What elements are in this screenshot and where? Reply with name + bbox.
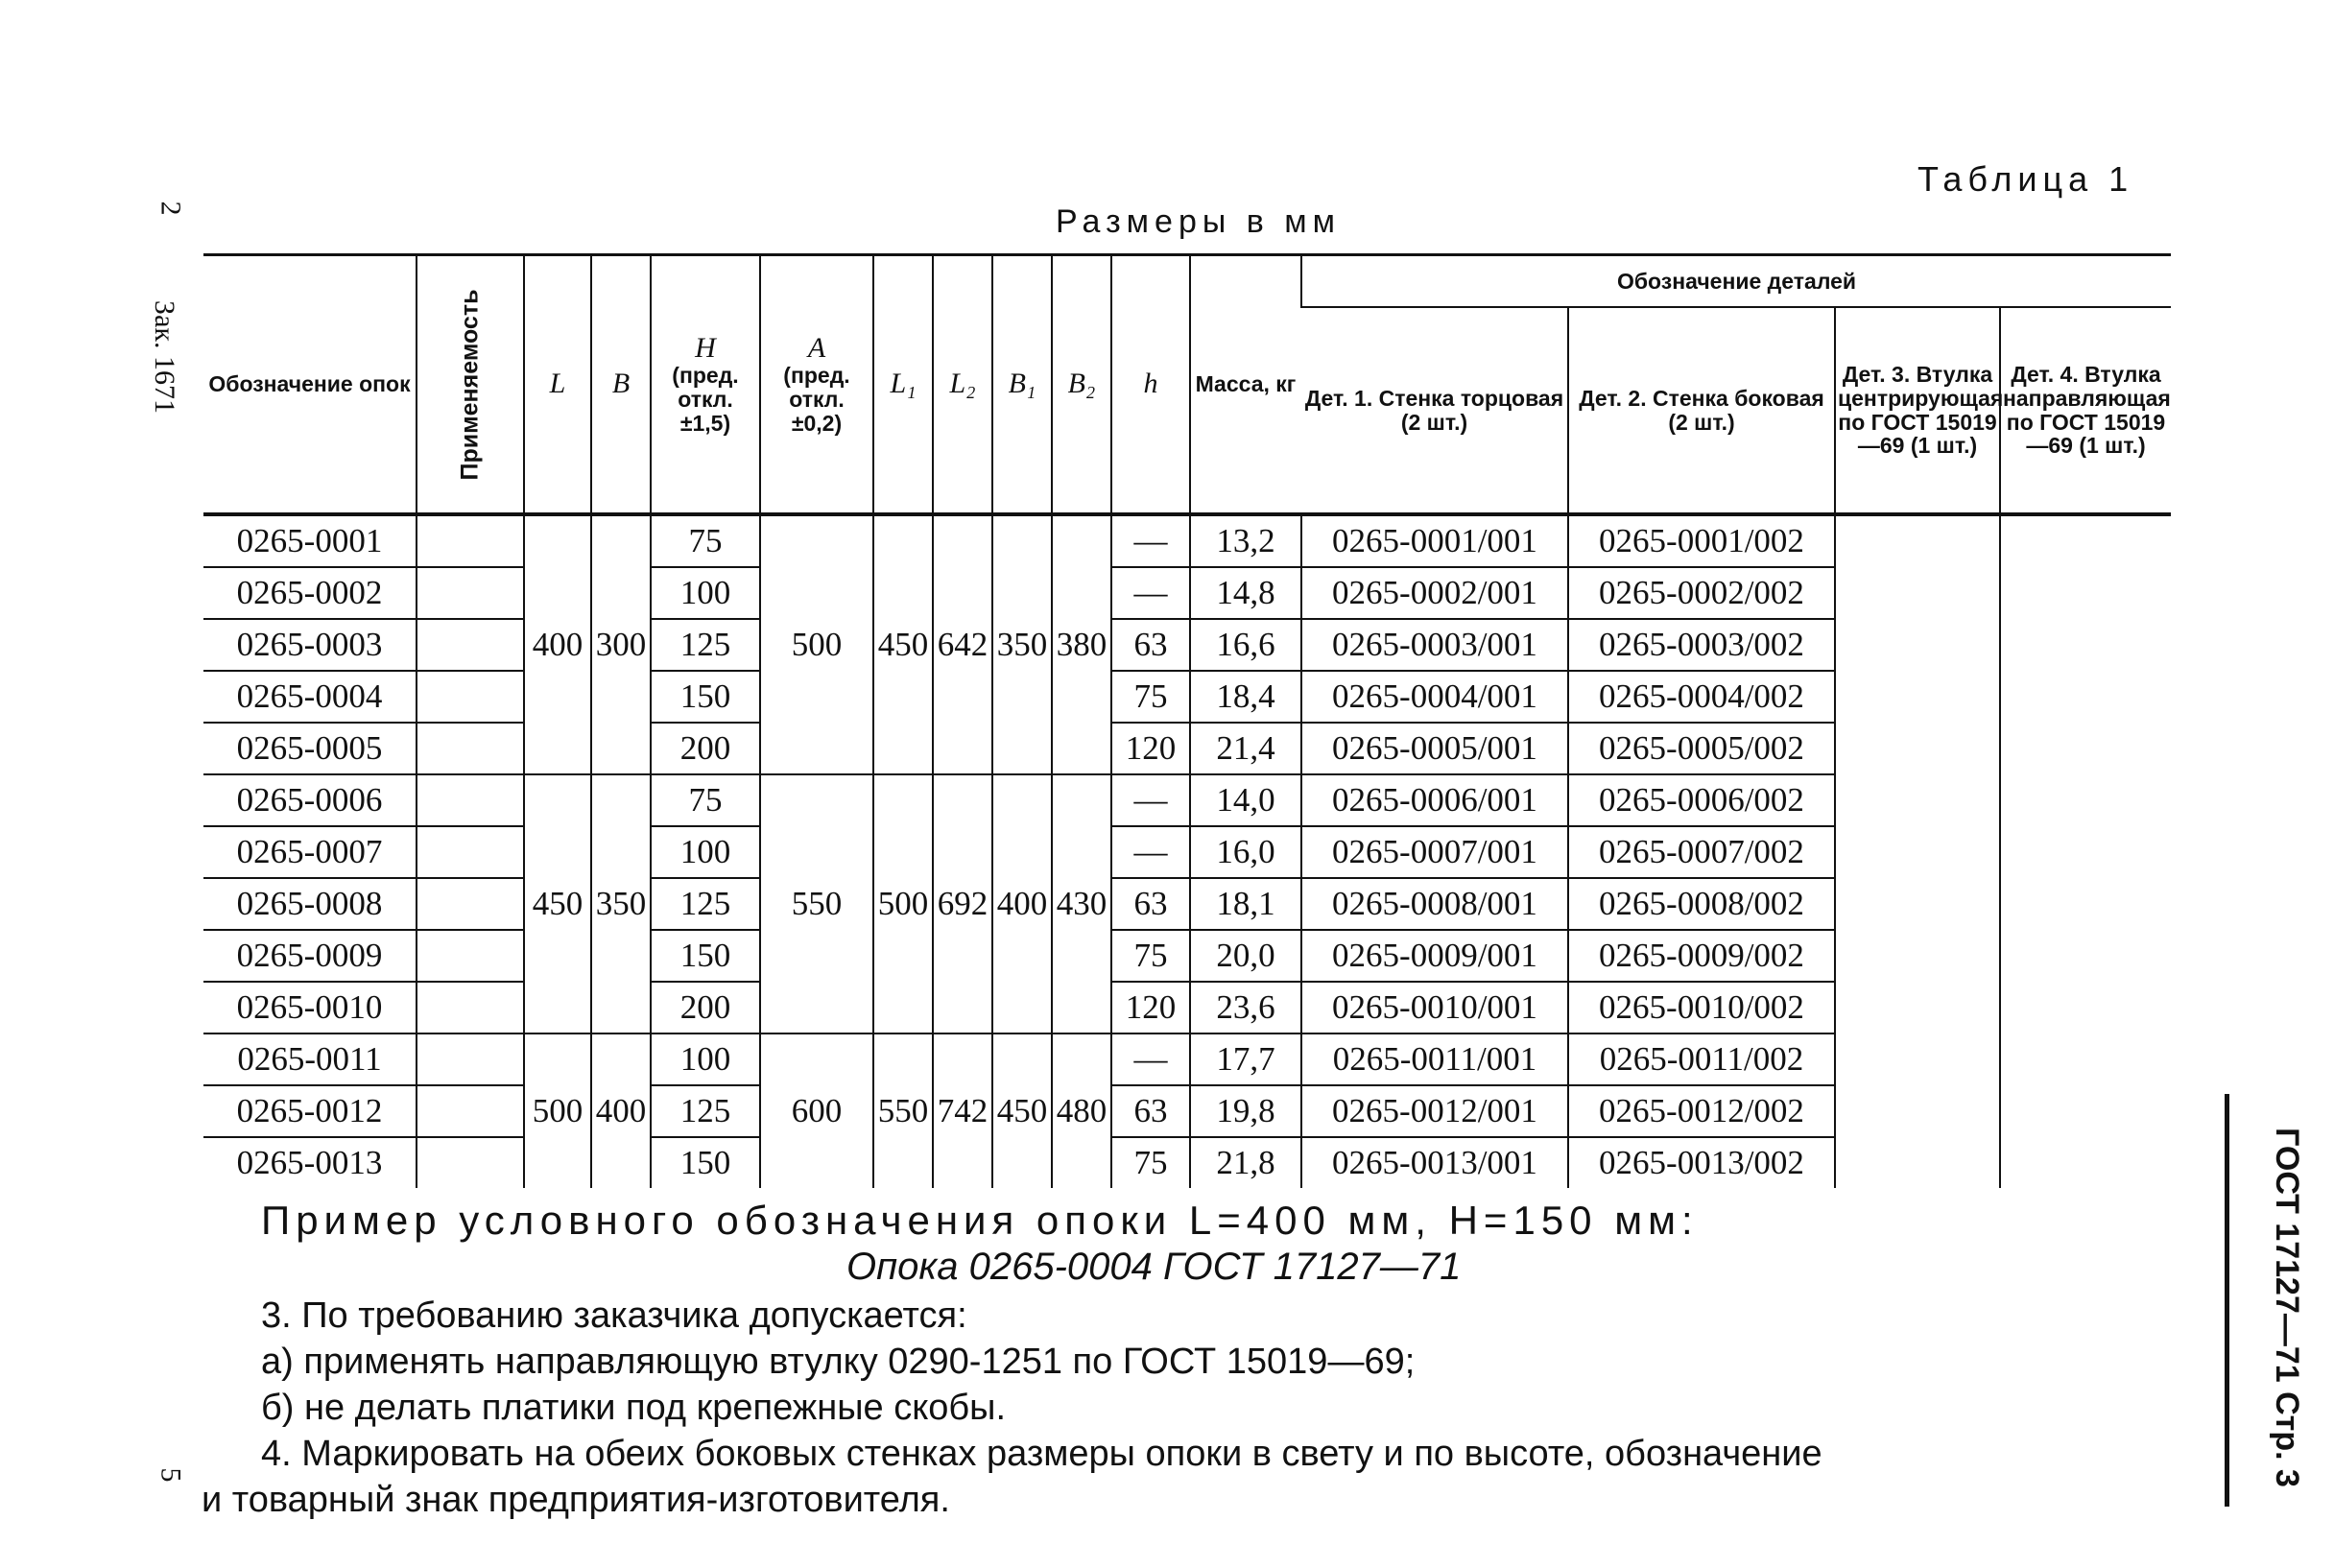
det2-cell: 0265-0001/002	[1568, 514, 1835, 567]
L-cell: 450	[524, 774, 591, 1033]
item-a: а) применять направляющую втулку 0290-1251 по ГОСТ 15019—69;	[261, 1342, 1416, 1382]
mass-cell: 23,6	[1190, 982, 1301, 1033]
designation-cell: 0265-0001	[203, 514, 417, 567]
designation-cell: 0265-0012	[203, 1085, 417, 1137]
B2-cell: 430	[1052, 774, 1111, 1033]
designation-cell: 0265-0010	[203, 982, 417, 1033]
col-det2-header: Дет. 2. Стенка боковая (2 шт.)	[1568, 307, 1835, 514]
det2-cell: 0265-0006/002	[1568, 774, 1835, 826]
example-line: Пример условного обозначения опоки L=400 мм, H=150 мм:	[261, 1198, 1699, 1243]
det1-cell: 0265-0008/001	[1301, 878, 1568, 930]
applicability-cell	[417, 671, 524, 723]
L1-cell: 450	[873, 514, 933, 774]
det1-cell: 0265-0003/001	[1301, 619, 1568, 671]
det1-cell: 0265-0004/001	[1301, 671, 1568, 723]
det1-cell: 0265-0013/001	[1301, 1137, 1568, 1188]
col-applicability-header	[417, 255, 524, 515]
det1-cell: 0265-0010/001	[1301, 982, 1568, 1033]
col-det4-header: Дет. 4. Втулка направляющая по ГОСТ 15019—69 (1 шт.)	[2000, 307, 2171, 514]
col-B2-header: B₂	[1052, 255, 1111, 515]
L2-cell: 692	[933, 774, 992, 1033]
L2-cell: 642	[933, 514, 992, 774]
designation-cell: 0265-0009	[203, 930, 417, 982]
col-L-header: L	[524, 255, 591, 515]
designation-cell: 0265-0003	[203, 619, 417, 671]
A-cell: 600	[760, 1033, 873, 1188]
det1-cell: 0265-0012/001	[1301, 1085, 1568, 1137]
mass-cell: 14,0	[1190, 774, 1301, 826]
det1-cell: 0265-0005/001	[1301, 723, 1568, 774]
mass-cell: 14,8	[1190, 567, 1301, 619]
col-det1-header: Дет. 1. Стенка торцовая (2 шт.)	[1301, 307, 1568, 514]
paragraph-4-line1: 4. Маркировать на обеих боковых стенках размеры опоки в свету и по высоте, обозначение	[261, 1434, 1822, 1474]
designation-cell: 0265-0007	[203, 826, 417, 878]
h-cell: —	[1111, 774, 1190, 826]
col-B-header: B	[591, 255, 651, 515]
det2-cell: 0265-0007/002	[1568, 826, 1835, 878]
h-cell: 63	[1111, 878, 1190, 930]
det2-cell: 0265-0005/002	[1568, 723, 1835, 774]
det2-cell: 0265-0013/002	[1568, 1137, 1835, 1188]
designation-cell: 0265-0005	[203, 723, 417, 774]
H-cell: 125	[651, 1085, 760, 1137]
det2-cell: 0265-0010/002	[1568, 982, 1835, 1033]
col-mass-header: Масса, кг	[1190, 255, 1301, 515]
det1-cell: 0265-0002/001	[1301, 567, 1568, 619]
det2-cell: 0265-0003/002	[1568, 619, 1835, 671]
mass-cell: 19,8	[1190, 1085, 1301, 1137]
det2-cell: 0265-0004/002	[1568, 671, 1835, 723]
h-cell: —	[1111, 826, 1190, 878]
applicability-cell	[417, 723, 524, 774]
designation-cell: 0265-0002	[203, 567, 417, 619]
mass-cell: 16,6	[1190, 619, 1301, 671]
h-cell: 120	[1111, 723, 1190, 774]
margin-bar	[2225, 1094, 2229, 1507]
L1-cell: 500	[873, 774, 933, 1033]
example-designation: Опока 0265-0004 ГОСТ 17127—71	[846, 1246, 1462, 1288]
A-cell: 550	[760, 774, 873, 1033]
applicability-cell	[417, 1085, 524, 1137]
B-cell: 300	[591, 514, 651, 774]
col-A-header: A (пред. откл. ±0,2)	[760, 255, 873, 515]
paragraph-3: 3. По требованию заказчика допускается:	[261, 1295, 967, 1336]
H-cell: 200	[651, 723, 760, 774]
L-cell: 400	[524, 514, 591, 774]
mass-cell: 18,1	[1190, 878, 1301, 930]
designation-cell: 0265-0004	[203, 671, 417, 723]
paragraph-4-line2: и товарный знак предприятия-изготовителя.	[202, 1480, 950, 1520]
H-cell: 150	[651, 671, 760, 723]
page-number-left: 2	[155, 201, 187, 216]
designation-cell: 0265-0011	[203, 1033, 417, 1085]
H-cell: 100	[651, 567, 760, 619]
applicability-cell	[417, 1033, 524, 1085]
det1-cell: 0265-0007/001	[1301, 826, 1568, 878]
H-cell: 125	[651, 878, 760, 930]
mass-cell: 21,8	[1190, 1137, 1301, 1188]
applicability-cell	[417, 826, 524, 878]
B-cell: 400	[591, 1033, 651, 1188]
H-cell: 75	[651, 514, 760, 567]
h-cell: —	[1111, 1033, 1190, 1085]
mass-cell: 13,2	[1190, 514, 1301, 567]
designation-cell: 0265-0008	[203, 878, 417, 930]
flask-table	[203, 253, 2171, 1188]
h-cell: 63	[1111, 1085, 1190, 1137]
det1-cell: 0265-0009/001	[1301, 930, 1568, 982]
col-det3-header: Дет. 3. Втулка центрирующая по ГОСТ 15019—69 (1 шт.)	[1835, 307, 2000, 514]
det2-cell: 0265-0011/002	[1568, 1033, 1835, 1085]
H-cell: 75	[651, 774, 760, 826]
applicability-cell	[417, 878, 524, 930]
L2-cell: 742	[933, 1033, 992, 1188]
L-cell: 500	[524, 1033, 591, 1188]
det1-cell: 0265-0011/001	[1301, 1033, 1568, 1085]
order-number: Зак. 1671	[148, 300, 180, 414]
B1-cell: 350	[992, 514, 1052, 774]
h-cell: 75	[1111, 930, 1190, 982]
B1-cell: 400	[992, 774, 1052, 1033]
B2-cell: 480	[1052, 1033, 1111, 1188]
det4-cell	[2000, 514, 2171, 1188]
H-cell: 100	[651, 1033, 760, 1085]
mass-cell: 16,0	[1190, 826, 1301, 878]
table-title: Таблица 1	[1917, 159, 2134, 199]
H-cell: 150	[651, 930, 760, 982]
det2-cell: 0265-0008/002	[1568, 878, 1835, 930]
applicability-cell	[417, 982, 524, 1033]
page-number-bottom-left: 5	[155, 1467, 187, 1483]
col-L2-header: L₂	[933, 255, 992, 515]
col-B1-header: B₁	[992, 255, 1052, 515]
col-h-header: h	[1111, 255, 1190, 515]
designation-cell: 0265-0006	[203, 774, 417, 826]
applicability-cell	[417, 1137, 524, 1188]
applicability-cell	[417, 774, 524, 826]
mass-cell: 17,7	[1190, 1033, 1301, 1085]
h-cell: —	[1111, 514, 1190, 567]
units-caption: Размеры в мм	[1056, 203, 1342, 240]
h-cell: —	[1111, 567, 1190, 619]
applicability-cell	[417, 514, 524, 567]
applicability-cell	[417, 567, 524, 619]
designation-cell: 0265-0013	[236, 1144, 383, 1181]
det2-cell: 0265-0009/002	[1568, 930, 1835, 982]
col-H-header: H (пред. откл. ±1,5)	[651, 255, 760, 515]
A-cell: 500	[760, 514, 873, 774]
h-cell: 120	[1111, 982, 1190, 1033]
h-cell: 75	[1111, 1137, 1190, 1188]
L1-cell: 550	[873, 1033, 933, 1188]
applicability-label: Применяемость	[456, 289, 484, 480]
B-cell: 350	[591, 774, 651, 1033]
applicability-cell	[417, 619, 524, 671]
mass-cell: 20,0	[1190, 930, 1301, 982]
mass-cell: 18,4	[1190, 671, 1301, 723]
document-reference: ГОСТ 17127—71 Стр. 3	[2268, 1128, 2305, 1487]
det2-cell: 0265-0012/002	[1568, 1085, 1835, 1137]
table-row	[203, 514, 2171, 567]
applicability-cell	[417, 930, 524, 982]
H-cell: 150	[651, 1137, 760, 1188]
h-cell: 63	[1111, 619, 1190, 671]
H-cell: 200	[651, 982, 760, 1033]
mass-cell: 21,4	[1190, 723, 1301, 774]
det2-cell: 0265-0002/002	[1568, 567, 1835, 619]
B2-cell: 380	[1052, 514, 1111, 774]
parts-group-header: Обозначение деталей	[1301, 255, 2171, 308]
h-cell: 75	[1111, 671, 1190, 723]
H-cell: 125	[651, 619, 760, 671]
det1-cell: 0265-0001/001	[1301, 514, 1568, 567]
item-b: б) не делать платики под крепежные скобы.	[261, 1388, 1007, 1428]
det1-cell: 0265-0006/001	[1301, 774, 1568, 826]
col-L1-header: L₁	[873, 255, 933, 515]
col-designation-header: Обозначение опок	[203, 255, 417, 515]
H-cell: 100	[651, 826, 760, 878]
B1-cell: 450	[992, 1033, 1052, 1188]
det3-cell	[1835, 514, 2000, 1188]
